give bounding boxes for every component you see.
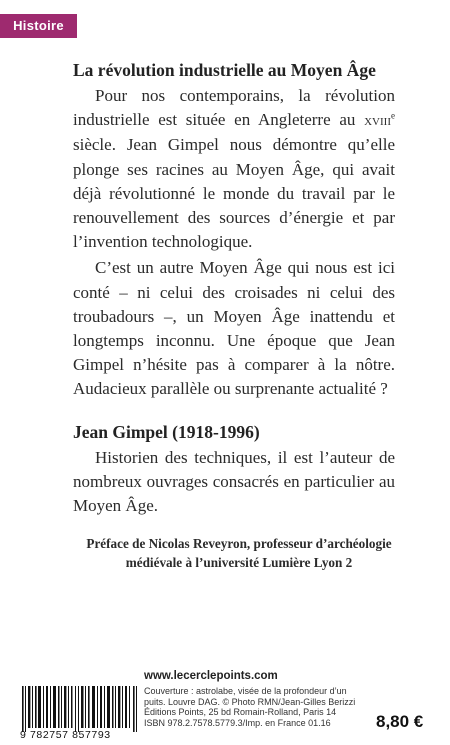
credit-line: puits. Louvre DAG. © Photo RMN/Jean-Gilles Berizzi bbox=[144, 696, 356, 707]
credit-line: Couverture : astrolabe, visée de la profondeur d’un bbox=[144, 686, 347, 696]
cover-credits bbox=[144, 686, 356, 728]
summary-paragraph-2: C’est un autre Moyen Âge qui nous est ici conté – ni celui des croisades ni celui des troubadours –, un Moyen Âge inattendu et longtemps inconnu. Une époque que Jean Gimpel n’hésite pas à comparer à la nôtre. Audacieux parallèle ou surprenante actualité ? bbox=[73, 258, 395, 399]
category-tag: Histoire bbox=[0, 14, 77, 38]
century-superscript: e bbox=[391, 110, 395, 121]
credit-line: Éditions Points, 25 bd Romain-Rolland, Paris 14 bbox=[144, 707, 337, 717]
book-title: La révolution industrielle au Moyen Âge bbox=[73, 60, 376, 80]
price-label: 8,80 € bbox=[376, 712, 424, 731]
summary-paragraph-1 bbox=[73, 84, 395, 254]
author-bio: Historien des techniques, il est l’auteur de nombreux ouvrages consacrés en particulier au Moyen Âge. bbox=[73, 447, 395, 516]
author-heading: Jean Gimpel (1918-1996) bbox=[73, 421, 260, 442]
back-cover-text bbox=[73, 58, 395, 572]
summary-text-1b: siècle. Jean Gimpel nous démontre qu’elle plonge ses racines au Moyen Âge, qui avait déjà révolutionné le monde du travail par le renouvellement des sources d’énergie et par l’invention technologique. bbox=[73, 135, 395, 252]
preface-line-1: Préface de Nicolas Reveyron, professeur d’archéologie bbox=[86, 536, 392, 552]
barcode-number: 9 782757 857793 bbox=[20, 729, 111, 741]
publisher-website: www.lecerclepoints.com bbox=[144, 670, 278, 682]
preface-line-2: médiévale à l’université Lumière Lyon 2 bbox=[125, 555, 353, 571]
summary-text-1a: Pour nos contemporains, la révolution industrielle est située en Angleterre au bbox=[73, 86, 395, 130]
credit-line: ISBN 978.2.7578.5779.3/Imp. en France 01.16 bbox=[144, 717, 331, 728]
barcode-icon bbox=[22, 686, 138, 732]
preface-credit bbox=[71, 534, 407, 572]
century-numeral: xviii bbox=[364, 113, 391, 130]
